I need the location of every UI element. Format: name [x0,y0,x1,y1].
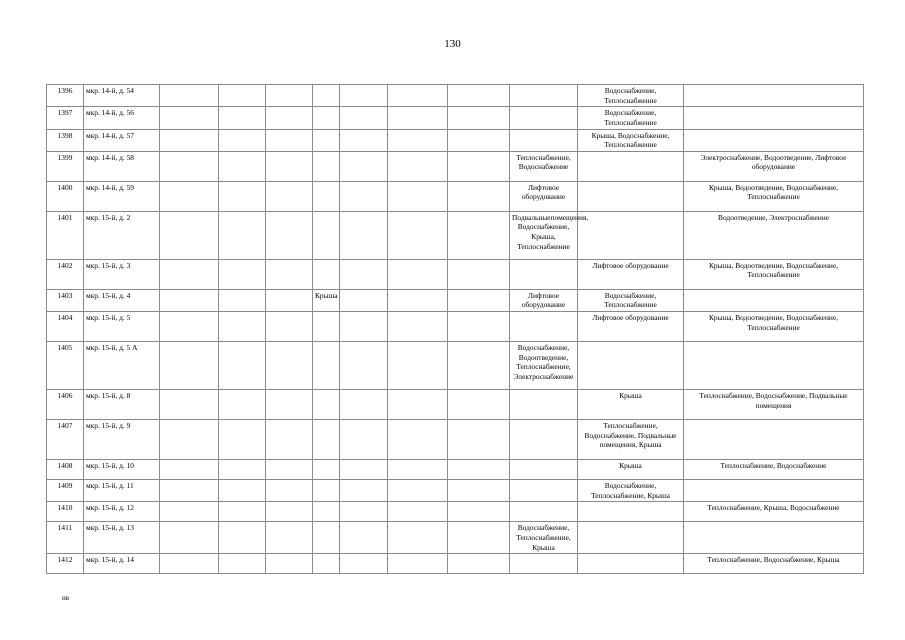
row-number: 1405 [47,342,84,390]
work-cell [448,312,510,342]
work-cell [340,259,388,289]
work-cell [340,522,388,554]
work-cell [510,259,578,289]
work-cell [388,390,448,420]
work-cell [684,85,864,107]
work-cell [266,129,313,151]
work-cell [266,390,313,420]
work-cell [388,151,448,181]
table-row [47,151,864,181]
work-cell [340,211,388,259]
work-cell [266,312,313,342]
address-cell: мкр. 15-й, д. 10 [84,460,160,480]
work-cell [266,259,313,289]
work-cell [340,460,388,480]
footer-mark: нв [62,594,70,602]
table-row [47,181,864,211]
address-cell: мкр. 14-й, д. 58 [84,151,160,181]
row-number: 1407 [47,420,84,460]
address-cell: мкр. 14-й, д. 59 [84,181,160,211]
work-cell [578,342,684,390]
work-cell [448,289,510,311]
work-cell [388,85,448,107]
work-cell [160,312,219,342]
work-cell: Лифтовое оборудование [510,289,578,311]
work-cell [578,554,684,574]
work-cell [388,259,448,289]
table-row [47,480,864,502]
work-cell [448,460,510,480]
work-cell [510,85,578,107]
work-cell [448,259,510,289]
work-cell [388,312,448,342]
work-cell: Водоснабжение, Теплоснабжение [578,85,684,107]
work-cell [219,342,266,390]
work-cell [510,554,578,574]
work-cell [448,554,510,574]
work-cell [448,522,510,554]
work-cell: Лифтовое оборудование [510,181,578,211]
work-cell: Крыша [578,460,684,480]
work-cell: Водоснабжение, Теплоснабжение, Крыша [578,480,684,502]
work-cell: Теплоснабжение, Водоснабжение [510,151,578,181]
work-cell [313,502,340,522]
work-cell [219,480,266,502]
work-cell [160,390,219,420]
work-cell: Водоснабжение, Водоотведение, Теплоснабжение, Электроснабжение [510,342,578,390]
address-cell: мкр. 15-й, д. 11 [84,480,160,502]
table-row [47,390,864,420]
work-cell [684,342,864,390]
work-cell [340,420,388,460]
table-row [47,312,864,342]
work-cell: Крыша [313,289,340,311]
work-cell [266,554,313,574]
row-number: 1402 [47,259,84,289]
table-row [47,522,864,554]
work-cell [510,502,578,522]
work-cell [160,342,219,390]
work-cell [388,420,448,460]
work-cell [388,460,448,480]
address-cell: мкр. 15-й, д. 14 [84,554,160,574]
work-cell: Теплоснабжение, Водоснабжение, Подвальные помещения [684,390,864,420]
work-cell: Водоотведение, Электроснабжение [684,211,864,259]
work-cell [340,181,388,211]
work-cell [448,420,510,460]
row-number: 1400 [47,181,84,211]
work-cell [313,211,340,259]
work-cell [340,390,388,420]
row-number: 1409 [47,480,84,502]
work-cell: Водоснабжение, Теплоснабжение [578,107,684,129]
work-cell [313,85,340,107]
table-row [47,259,864,289]
work-cell [340,85,388,107]
work-cell [219,181,266,211]
work-cell [160,502,219,522]
work-cell [266,151,313,181]
address-cell: мкр. 15-й, д. 4 [84,289,160,311]
work-cell [684,107,864,129]
address-cell: мкр. 15-й, д. 5 А [84,342,160,390]
work-cell [510,107,578,129]
work-cell [219,554,266,574]
row-number: 1401 [47,211,84,259]
work-cell [266,289,313,311]
row-number: 1412 [47,554,84,574]
work-cell: Крыша, Водоотведение, Водоснабжение, Теплоснабжение [684,312,864,342]
work-cell [266,420,313,460]
table-row [47,460,864,480]
work-cell: Водоснабжение, Теплоснабжение, Крыша [510,522,578,554]
work-cell [160,289,219,311]
address-cell: мкр. 15-й, д. 5 [84,312,160,342]
work-cell [313,522,340,554]
row-number: 1410 [47,502,84,522]
work-cell [266,460,313,480]
work-cell [266,480,313,502]
work-cell [448,502,510,522]
work-cell [684,522,864,554]
work-cell [160,480,219,502]
row-number: 1403 [47,289,84,311]
work-cell [266,522,313,554]
work-cell [266,342,313,390]
work-cell: Теплоснабжение, Водоснабжение [684,460,864,480]
table-row [47,129,864,151]
work-cell [388,181,448,211]
work-cell [340,502,388,522]
work-cell [448,480,510,502]
work-cell [266,181,313,211]
work-cell [219,289,266,311]
work-cell [313,390,340,420]
table-row [47,420,864,460]
work-cell [160,211,219,259]
row-number: 1399 [47,151,84,181]
work-cell [313,151,340,181]
work-cell [448,211,510,259]
work-cell [313,342,340,390]
work-cell [388,502,448,522]
work-cell [684,289,864,311]
work-cell: Крыша, Водоотведение, Водоснабжение, Теплоснабжение [684,181,864,211]
work-cell [160,129,219,151]
work-cell: Теплоснабжение, Водоснабжение, Крыша [684,554,864,574]
work-cell [219,211,266,259]
address-cell: мкр. 14-й, д. 56 [84,107,160,129]
work-cell [340,129,388,151]
work-cell [313,420,340,460]
work-cell [684,129,864,151]
work-cell [388,129,448,151]
work-cell [684,480,864,502]
work-cell [510,480,578,502]
work-cell [578,211,684,259]
work-cell [266,211,313,259]
work-cell [219,85,266,107]
work-cell [160,181,219,211]
work-cell [578,151,684,181]
address-cell: мкр. 14-й, д. 57 [84,129,160,151]
work-cell [219,390,266,420]
address-cell: мкр. 15-й, д. 9 [84,420,160,460]
table-row [47,502,864,522]
work-cell [388,522,448,554]
work-cell [340,289,388,311]
work-cell [313,181,340,211]
work-cell: Электроснабжение, Водоотведение, Лифтовое оборудование [684,151,864,181]
address-cell: мкр. 15-й, д. 8 [84,390,160,420]
address-cell: мкр. 15-й, д. 2 [84,211,160,259]
work-cell [313,460,340,480]
work-cell: Подвальныепомещения, Водоснабжение, Крыша, Теплоснабжение [510,211,578,259]
work-cell [160,151,219,181]
work-cell [160,522,219,554]
work-cell [388,342,448,390]
work-cell [160,554,219,574]
work-cell: Теплоснабжение, Водоснабжение, Подвальные помещения, Крыша [578,420,684,460]
work-cell [448,151,510,181]
row-number: 1404 [47,312,84,342]
table-row [47,342,864,390]
work-cell [388,289,448,311]
work-cell [510,390,578,420]
work-cell [313,554,340,574]
work-cell [340,151,388,181]
work-cell [266,502,313,522]
work-cell [510,460,578,480]
work-cell [219,312,266,342]
work-cell [313,107,340,129]
work-cell: Лифтовое оборудование [578,259,684,289]
registry-body [47,85,864,574]
work-cell [578,502,684,522]
work-cell: Крыша, Водоснабжение, Теплоснабжение [578,129,684,151]
work-cell [510,129,578,151]
work-cell: Водоснабжение, Теплоснабжение [578,289,684,311]
work-cell: Лифтовое оборудование [578,312,684,342]
work-cell [388,480,448,502]
work-cell: Крыша [578,390,684,420]
work-cell [160,259,219,289]
table-row [47,289,864,311]
work-cell [266,85,313,107]
work-cell [510,420,578,460]
work-cell [313,480,340,502]
work-cell [219,151,266,181]
row-number: 1396 [47,85,84,107]
work-cell [266,107,313,129]
work-cell [160,85,219,107]
work-cell [219,259,266,289]
row-number: 1411 [47,522,84,554]
work-cell [388,107,448,129]
work-cell [340,312,388,342]
work-cell [388,211,448,259]
work-cell [219,522,266,554]
row-number: 1406 [47,390,84,420]
table-row [47,107,864,129]
address-cell: мкр. 14-й, д. 54 [84,85,160,107]
work-cell [219,502,266,522]
address-cell: мкр. 15-й, д. 13 [84,522,160,554]
work-cell [219,460,266,480]
row-number: 1397 [47,107,84,129]
work-cell [219,129,266,151]
address-cell: мкр. 15-й, д. 12 [84,502,160,522]
work-cell [448,85,510,107]
row-number: 1408 [47,460,84,480]
work-cell [448,181,510,211]
work-cell [313,259,340,289]
work-cell [448,342,510,390]
work-cell [578,522,684,554]
work-cell [340,480,388,502]
work-cell [340,342,388,390]
work-cell: Теплоснабжение, Крыша, Водоснабжение [684,502,864,522]
table-row [47,211,864,259]
work-cell [340,107,388,129]
address-cell: мкр. 15-й, д. 3 [84,259,160,289]
row-number: 1398 [47,129,84,151]
table-row [47,554,864,574]
table-row [47,85,864,107]
work-cell [160,420,219,460]
work-cell [388,554,448,574]
work-cell [578,181,684,211]
page-number: 130 [444,38,461,50]
work-cell [448,107,510,129]
work-cell [448,390,510,420]
work-cell [219,107,266,129]
work-cell [313,312,340,342]
work-cell [510,312,578,342]
work-cell [160,460,219,480]
work-cell [219,420,266,460]
work-cell [684,420,864,460]
work-cell [340,554,388,574]
work-cell [313,129,340,151]
work-cell: Крыша, Водоотведение, Водоснабжение, Теплоснабжение [684,259,864,289]
repair-registry-table [46,84,864,574]
work-cell [160,107,219,129]
work-cell [448,129,510,151]
